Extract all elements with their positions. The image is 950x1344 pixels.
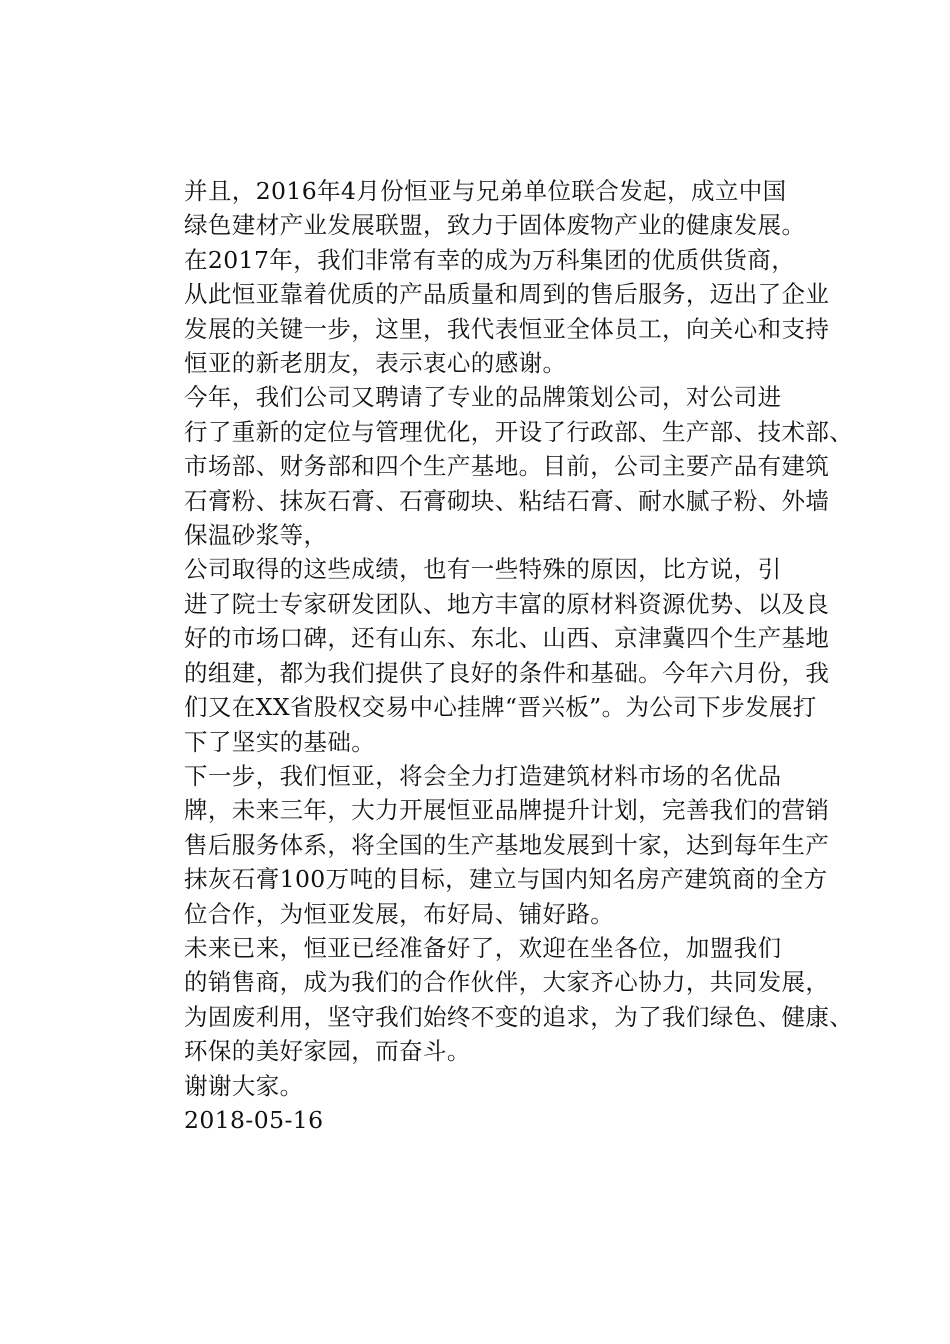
paragraph-vanke-supplier <box>137 243 837 381</box>
text-line: 的销售商，成为我们的合作伙伴，大家齐心协力，共同发展， <box>184 968 830 997</box>
text-line: 行了重新的定位与管理优化，开设了行政部、生产部、技术部、 <box>184 417 854 446</box>
paragraph-restructuring <box>137 380 854 552</box>
text-line: 位合作，为恒亚发展，布好局、铺好路。 <box>184 899 615 928</box>
text-line: 好的市场口碑，还有山东、东北、山西、京津冀四个生产基地 <box>184 624 830 653</box>
text-line: 恒亚的新老朋友，表示衷心的感谢。 <box>184 349 567 378</box>
paragraph-achievements <box>137 552 837 758</box>
text-line: 下一步，我们恒亚，将会全力打造建筑材料市场的名优品 <box>184 761 782 790</box>
text-line: 们又在XX省股权交易中心挂牌“晋兴板”。为公司下步发展打 <box>184 693 817 722</box>
text-line: 牌，未来三年，大力开展恒亚品牌提升计划，完善我们的营销 <box>184 796 830 825</box>
text-line: 为固废利用，坚守我们始终不变的追求，为了我们绿色、健康、 <box>184 1002 854 1031</box>
text-line: 售后服务体系，将全国的生产基地发展到十家，达到每年生产 <box>184 830 830 859</box>
document-date: 2018-05-16 <box>184 1105 324 1134</box>
paragraph-next-steps <box>137 759 837 931</box>
text-line: 从此恒亚靠着优质的产品质量和周到的售后服务，迈出了企业 <box>184 280 830 309</box>
text-line: 的组建，都为我们提供了良好的条件和基础。今年六月份，我 <box>184 658 830 687</box>
text-line: 并且，2016年4月份恒亚与兄弟单位联合发起，成立中国 <box>184 177 787 205</box>
document-body <box>137 174 854 1137</box>
text-line: 进了院士专家研发团队、地方丰富的原材料资源优势、以及良 <box>184 589 830 618</box>
text-line: 发展的关键一步，这里，我代表恒亚全体员工，向关心和支持 <box>184 314 830 343</box>
text-line: 未来已来，恒亚已经准备好了，欢迎在坐各位，加盟我们 <box>184 933 782 962</box>
text-line: 公司取得的这些成绩，也有一些特殊的原因，比方说，引 <box>184 555 782 584</box>
text-line: 在2017年，我们非常有幸的成为万科集团的优质供货商， <box>184 245 796 274</box>
text-line: 石膏粉、抹灰石膏、石膏砌块、粘结石膏、耐水腻子粉、外墙 <box>184 486 830 515</box>
text-line: 下了坚实的基础。 <box>184 727 376 756</box>
text-line: 抹灰石膏100万吨的目标，建立与国内知名房产建筑商的全方 <box>184 865 828 894</box>
text-line: 保温砂浆等， <box>184 521 328 550</box>
paragraph-invitation <box>137 931 854 1069</box>
text-line: 环保的美好家园，而奋斗。 <box>184 1037 471 1066</box>
closing-thanks: 谢谢大家。 <box>184 1071 304 1100</box>
text-line: 市场部、财务部和四个生产基地。目前，公司主要产品有建筑 <box>184 452 830 481</box>
text-line: 绿色建材产业发展联盟，致力于固体废物产业的健康发展。 <box>184 211 806 240</box>
paragraph-alliance <box>137 174 837 243</box>
text-line: 今年，我们公司又聘请了专业的品牌策划公司，对公司进 <box>184 383 782 412</box>
